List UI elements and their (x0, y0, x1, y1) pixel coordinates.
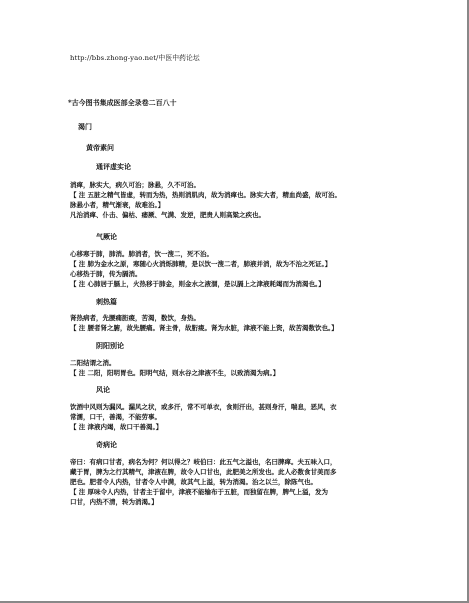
text-line: 常濡，口干，善渴，不能劳事。 (70, 413, 161, 421)
source-url: http://bbs.zhong-yao.net/中医中药论坛 (70, 54, 200, 62)
text-line: 【 注 肺为金水之原，寒随心火消烁肺精，是以饮一溲二者，肺液并消，故为不治之死证。】 (70, 260, 332, 268)
chapter-title: 渴门 (78, 122, 92, 131)
text-line: 帝曰：有病口甘者，病名为何？何以得之？岐伯曰：此五气之溢也，名曰脾瘅。夫五味入口， (70, 458, 337, 466)
text-line: 脉悬小者，精气渐衰，故难治。】 (70, 201, 165, 209)
section-heading: 奇病论 (96, 440, 117, 449)
text-line: 心移热于肺，传为膈消。 (70, 270, 142, 278)
section-body (70, 313, 338, 333)
text-line: 【 注 厚味令人内热，甘者主于留中，津液不能输布于五脏，而独留在脾，脾气上溢，发为 (70, 488, 329, 496)
text-line: 【 注 心肺居于膈上，火热移于肺金，则金水之液涸，是以膈上之津液耗竭而为消渴也。】 (70, 280, 325, 288)
section-body (70, 402, 337, 432)
section-body (70, 180, 341, 220)
text-line: 口甘，内热不清，转为消渴。】 (70, 498, 158, 506)
text-line: 【 注 津液内竭，故口干善渴。】 (70, 423, 163, 431)
section-heading: 阴阳别论 (96, 341, 124, 350)
text-line: 肾热病者，先腰痛胻痠，苦渴，数饮，身热。 (70, 314, 200, 322)
text-line: 心移寒于肺，肺消。肺消者，饮一溲二，死不治。 (70, 250, 213, 258)
book-title: *古今图书集成医部全录卷二百八十 (68, 98, 177, 107)
text-line: 二阳结谓之消。 (70, 359, 116, 367)
text-line: 消瘅，脉实大，病久可治；脉悬，久不可治。 (70, 181, 200, 189)
text-line: 【 注 二阳，阳明胃也。阳明气结，则水谷之津液不生，以致消渴为病。】 (70, 369, 280, 377)
text-line: 凡治消瘅、仆击、偏枯、痿厥、气满、发逆，肥贵人则高粱之疾也。 (70, 211, 265, 219)
section-heading: 风论 (96, 385, 110, 394)
text-line: 饮酒中风则为漏风。漏风之状，或多汗，常不可单衣，食则汗出，甚则身汗，喘息，恶风，衣 (70, 403, 337, 411)
section-heading: 黄帝素问 (86, 143, 114, 152)
text-line: 【 注 腰者肾之腑，故先腰痛。肾主骨，故胻痠。肾为水脏，津液不能上资，故苦渴数饮也。】 (70, 324, 338, 332)
section-heading: 刺热篇 (96, 297, 117, 306)
section-heading: 气厥论 (96, 232, 117, 241)
text-line: 肥也。肥者令人内热，甘者令人中满，故其气上溢，转为消渴。治之以兰，除陈气也。 (70, 478, 317, 486)
section-subheading: 通评虚实论 (96, 162, 131, 171)
text-line: 藏于胃，脾为之行其精气，津液在脾，故令人口甘也，此肥美之所发也。此人必数食甘美而多 (70, 468, 337, 476)
text-line: 【 注 五脏之精气皆虚，转而为热，热则消肌肉，故为消瘅也。脉实大者，精血尚盛，故可治。 (70, 191, 342, 199)
section-body (70, 358, 279, 378)
section-body (70, 457, 337, 507)
section-body (70, 249, 331, 289)
